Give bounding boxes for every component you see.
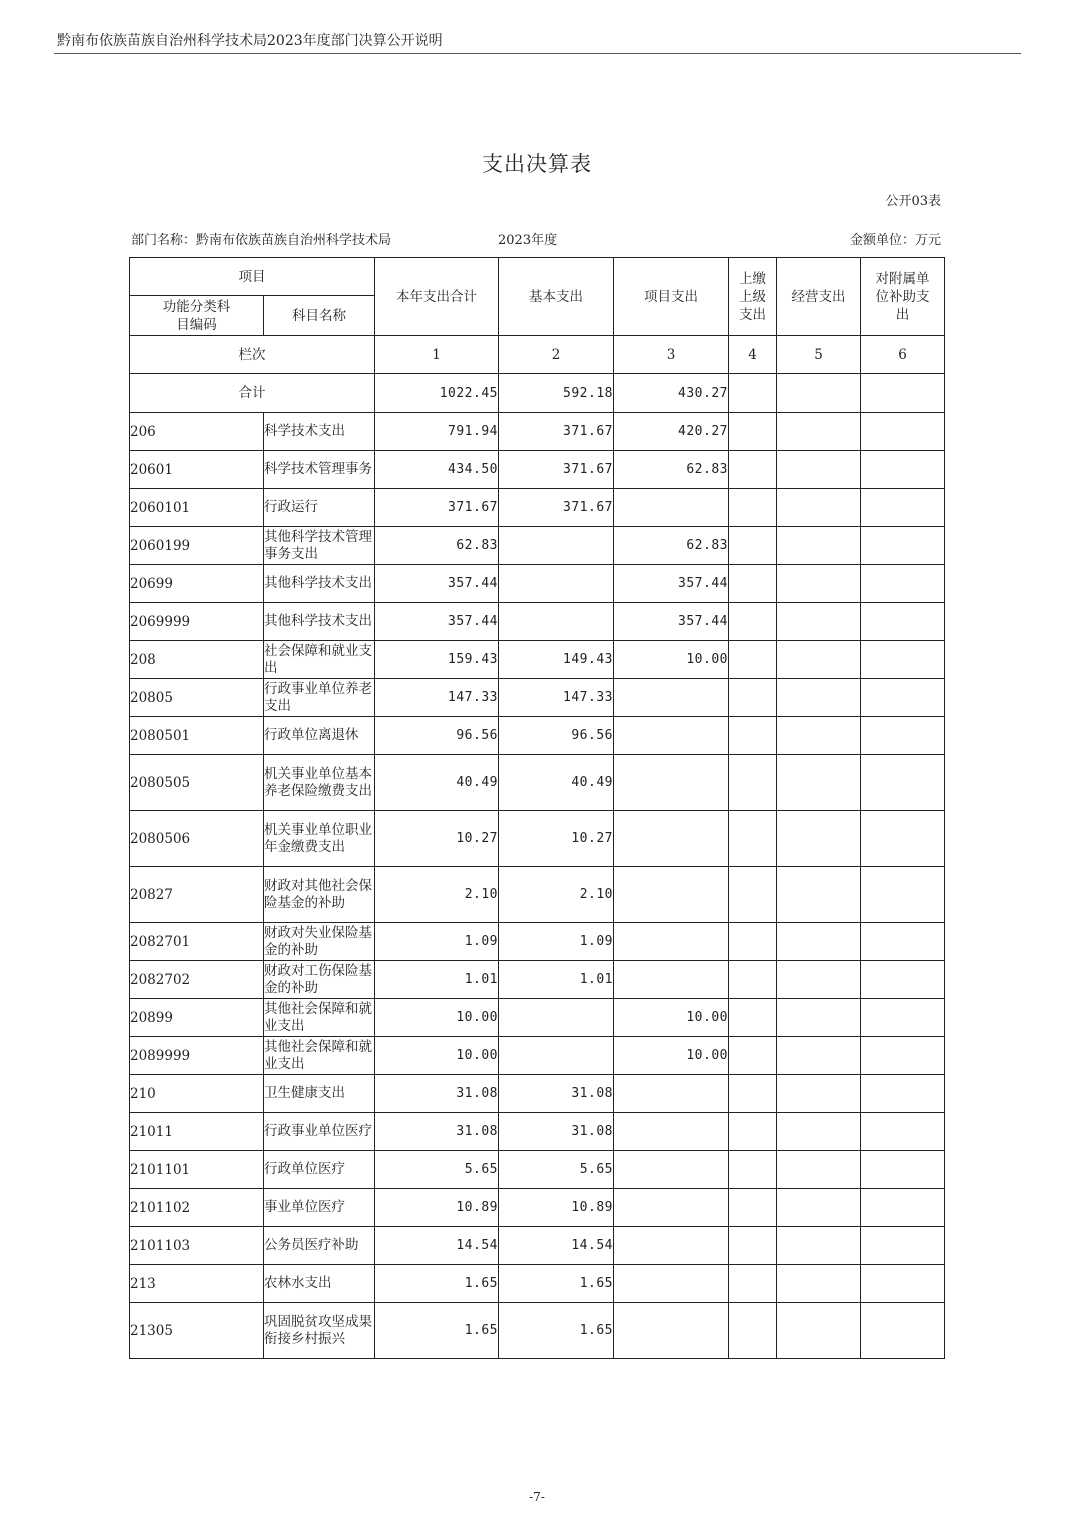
cell-code: 2080506	[130, 811, 264, 867]
cell-basic: 371.67	[499, 413, 614, 451]
fiscal-year: 2023年度	[498, 233, 558, 248]
cell-upper	[729, 1265, 777, 1303]
cell-project	[614, 717, 729, 755]
total-project: 430.27	[614, 374, 729, 413]
cell-basic: 1.09	[499, 923, 614, 961]
cell-upper	[729, 1037, 777, 1075]
cell-upper	[729, 641, 777, 679]
table-row	[130, 717, 945, 755]
cell-subsidy	[861, 413, 945, 451]
cell-basic: 5.65	[499, 1151, 614, 1189]
amount-unit: 金额单位：万元	[849, 233, 941, 248]
index-col-5: 5	[777, 336, 861, 374]
table-row	[130, 1265, 945, 1303]
header-upper: 上缴上级支出	[729, 258, 777, 336]
cell-code: 2082702	[130, 961, 264, 999]
cell-project	[614, 1227, 729, 1265]
cell-code: 2060101	[130, 489, 264, 527]
cell-name: 机关事业单位职业年金缴费支出	[264, 811, 375, 867]
cell-subsidy	[861, 1189, 945, 1227]
table-row	[130, 867, 945, 923]
cell-total: 147.33	[375, 679, 499, 717]
table-row	[130, 641, 945, 679]
cell-business	[777, 717, 861, 755]
cell-upper	[729, 1189, 777, 1227]
cell-project	[614, 489, 729, 527]
cell-basic	[499, 565, 614, 603]
cell-total: 371.67	[375, 489, 499, 527]
cell-total: 1.65	[375, 1303, 499, 1359]
cell-code: 20899	[130, 999, 264, 1037]
table-row	[130, 489, 945, 527]
cell-name: 行政单位医疗	[264, 1151, 375, 1189]
table-row	[130, 1151, 945, 1189]
cell-basic: 2.10	[499, 867, 614, 923]
cell-project: 357.44	[614, 603, 729, 641]
cell-business	[777, 923, 861, 961]
table-row	[130, 603, 945, 641]
cell-name: 财政对失业保险基金的补助	[264, 923, 375, 961]
cell-subsidy	[861, 1265, 945, 1303]
cell-code: 210	[130, 1075, 264, 1113]
table-row	[130, 565, 945, 603]
cell-business	[777, 811, 861, 867]
cell-project	[614, 923, 729, 961]
total-upper	[729, 374, 777, 413]
cell-subsidy	[861, 1075, 945, 1113]
cell-total: 10.27	[375, 811, 499, 867]
cell-code: 2101101	[130, 1151, 264, 1189]
cell-business	[777, 641, 861, 679]
cell-subsidy	[861, 679, 945, 717]
cell-project	[614, 1075, 729, 1113]
cell-name: 行政事业单位医疗	[264, 1113, 375, 1151]
cell-upper	[729, 999, 777, 1037]
cell-total: 5.65	[375, 1151, 499, 1189]
cell-business	[777, 565, 861, 603]
cell-code: 208	[130, 641, 264, 679]
cell-basic: 1.65	[499, 1265, 614, 1303]
cell-name: 其他科学技术管理事务支出	[264, 527, 375, 565]
cell-code: 2080501	[130, 717, 264, 755]
table-row	[130, 451, 945, 489]
cell-basic: 371.67	[499, 489, 614, 527]
cell-total: 31.08	[375, 1113, 499, 1151]
header-item: 项目	[130, 258, 375, 296]
cell-business	[777, 603, 861, 641]
cell-total: 31.08	[375, 1075, 499, 1113]
cell-business	[777, 755, 861, 811]
cell-subsidy	[861, 1037, 945, 1075]
cell-total: 357.44	[375, 603, 499, 641]
cell-subsidy	[861, 999, 945, 1037]
table-row	[130, 755, 945, 811]
table-row	[130, 961, 945, 999]
cell-project: 420.27	[614, 413, 729, 451]
cell-business	[777, 1113, 861, 1151]
cell-upper	[729, 867, 777, 923]
cell-total: 96.56	[375, 717, 499, 755]
cell-basic: 147.33	[499, 679, 614, 717]
index-col-2: 2	[499, 336, 614, 374]
cell-project	[614, 679, 729, 717]
cell-upper	[729, 1303, 777, 1359]
header-name: 科目名称	[264, 296, 375, 336]
cell-basic: 10.89	[499, 1189, 614, 1227]
cell-upper	[729, 565, 777, 603]
cell-total: 1.65	[375, 1265, 499, 1303]
cell-code: 21305	[130, 1303, 264, 1359]
cell-upper	[729, 489, 777, 527]
header-divider	[54, 53, 1021, 54]
cell-project	[614, 1151, 729, 1189]
table-row	[130, 1227, 945, 1265]
cell-total: 62.83	[375, 527, 499, 565]
cell-name: 财政对工伤保险基金的补助	[264, 961, 375, 999]
cell-business	[777, 1151, 861, 1189]
cell-subsidy	[861, 755, 945, 811]
table-number: 公开03表	[885, 194, 941, 209]
cell-business	[777, 413, 861, 451]
total-business	[777, 374, 861, 413]
cell-name: 其他科学技术支出	[264, 565, 375, 603]
cell-name: 事业单位医疗	[264, 1189, 375, 1227]
table-row	[130, 923, 945, 961]
cell-code: 2089999	[130, 1037, 264, 1075]
cell-basic: 31.08	[499, 1113, 614, 1151]
cell-basic: 31.08	[499, 1075, 614, 1113]
cell-total: 159.43	[375, 641, 499, 679]
cell-code: 2080505	[130, 755, 264, 811]
cell-subsidy	[861, 1151, 945, 1189]
cell-basic: 371.67	[499, 451, 614, 489]
cell-upper	[729, 679, 777, 717]
cell-code: 20805	[130, 679, 264, 717]
cell-total: 10.00	[375, 1037, 499, 1075]
cell-upper	[729, 961, 777, 999]
cell-project: 10.00	[614, 1037, 729, 1075]
cell-name: 行政事业单位养老支出	[264, 679, 375, 717]
cell-project: 62.83	[614, 527, 729, 565]
cell-business	[777, 451, 861, 489]
cell-name: 科学技术管理事务	[264, 451, 375, 489]
cell-subsidy	[861, 1227, 945, 1265]
cell-upper	[729, 1113, 777, 1151]
cell-subsidy	[861, 1113, 945, 1151]
cell-project	[614, 1189, 729, 1227]
cell-upper	[729, 923, 777, 961]
index-label: 栏次	[130, 336, 375, 374]
cell-total: 791.94	[375, 413, 499, 451]
cell-basic: 10.27	[499, 811, 614, 867]
cell-basic	[499, 527, 614, 565]
cell-subsidy	[861, 451, 945, 489]
cell-basic: 149.43	[499, 641, 614, 679]
cell-total: 14.54	[375, 1227, 499, 1265]
cell-upper	[729, 755, 777, 811]
department-label: 部门名称：黔南布依族苗族自治州科学技术局	[131, 233, 392, 248]
cell-name: 机关事业单位基本养老保险缴费支出	[264, 755, 375, 811]
cell-basic: 14.54	[499, 1227, 614, 1265]
cell-business	[777, 999, 861, 1037]
cell-code: 20601	[130, 451, 264, 489]
table-row	[130, 679, 945, 717]
cell-subsidy	[861, 489, 945, 527]
cell-name: 行政单位离退休	[264, 717, 375, 755]
cell-project	[614, 755, 729, 811]
cell-subsidy	[861, 1303, 945, 1359]
cell-code: 20827	[130, 867, 264, 923]
cell-project: 10.00	[614, 999, 729, 1037]
index-col-3: 3	[614, 336, 729, 374]
table-row	[130, 413, 945, 451]
cell-basic: 1.01	[499, 961, 614, 999]
cell-name: 农林水支出	[264, 1265, 375, 1303]
cell-business	[777, 527, 861, 565]
cell-subsidy	[861, 565, 945, 603]
cell-total: 1.01	[375, 961, 499, 999]
cell-name: 巩固脱贫攻坚成果衔接乡村振兴	[264, 1303, 375, 1359]
cell-project: 10.00	[614, 641, 729, 679]
cell-total: 2.10	[375, 867, 499, 923]
page-title: 支出决算表	[482, 152, 592, 176]
cell-project: 357.44	[614, 565, 729, 603]
cell-project	[614, 811, 729, 867]
table-row	[130, 527, 945, 565]
cell-upper	[729, 1151, 777, 1189]
total-sum: 1022.45	[375, 374, 499, 413]
cell-upper	[729, 451, 777, 489]
cell-total: 10.00	[375, 999, 499, 1037]
cell-upper	[729, 603, 777, 641]
cell-code: 20699	[130, 565, 264, 603]
total-label: 合计	[130, 374, 375, 413]
cell-project: 62.83	[614, 451, 729, 489]
cell-upper	[729, 717, 777, 755]
cell-name: 财政对其他社会保险基金的补助	[264, 867, 375, 923]
cell-code: 206	[130, 413, 264, 451]
cell-business	[777, 489, 861, 527]
table-row	[130, 1189, 945, 1227]
cell-upper	[729, 811, 777, 867]
cell-name: 公务员医疗补助	[264, 1227, 375, 1265]
cell-upper	[729, 413, 777, 451]
cell-subsidy	[861, 717, 945, 755]
cell-business	[777, 679, 861, 717]
cell-business	[777, 867, 861, 923]
header-project: 项目支出	[614, 258, 729, 336]
cell-project	[614, 1113, 729, 1151]
cell-basic	[499, 999, 614, 1037]
cell-total: 434.50	[375, 451, 499, 489]
cell-basic	[499, 1037, 614, 1075]
page-number: -7-	[529, 1490, 545, 1504]
cell-business	[777, 1189, 861, 1227]
expenditure-table	[129, 257, 945, 1359]
cell-subsidy	[861, 641, 945, 679]
running-header: 黔南布依族苗族自治州科学技术局2023年度部门决算公开说明	[57, 33, 443, 49]
table-row	[130, 1113, 945, 1151]
table-row	[130, 999, 945, 1037]
cell-project	[614, 1265, 729, 1303]
header-code: 功能分类科目编码	[130, 296, 264, 336]
cell-project	[614, 867, 729, 923]
cell-code: 21011	[130, 1113, 264, 1151]
cell-subsidy	[861, 961, 945, 999]
cell-basic	[499, 603, 614, 641]
cell-upper	[729, 527, 777, 565]
cell-name: 其他社会保障和就业支出	[264, 999, 375, 1037]
cell-code: 2060199	[130, 527, 264, 565]
cell-basic: 1.65	[499, 1303, 614, 1359]
total-subsidy	[861, 374, 945, 413]
cell-business	[777, 1227, 861, 1265]
cell-business	[777, 1075, 861, 1113]
cell-project	[614, 1303, 729, 1359]
cell-upper	[729, 1075, 777, 1113]
cell-code: 213	[130, 1265, 264, 1303]
cell-name: 其他社会保障和就业支出	[264, 1037, 375, 1075]
header-total: 本年支出合计	[375, 258, 499, 336]
cell-name: 卫生健康支出	[264, 1075, 375, 1113]
table-row	[130, 1037, 945, 1075]
total-basic: 592.18	[499, 374, 614, 413]
cell-total: 40.49	[375, 755, 499, 811]
cell-subsidy	[861, 867, 945, 923]
table-row	[130, 1075, 945, 1113]
cell-subsidy	[861, 811, 945, 867]
cell-subsidy	[861, 603, 945, 641]
cell-name: 科学技术支出	[264, 413, 375, 451]
cell-basic: 96.56	[499, 717, 614, 755]
cell-upper	[729, 1227, 777, 1265]
cell-total: 10.89	[375, 1189, 499, 1227]
header-subsidy: 对附属单位补助支出	[861, 258, 945, 336]
table-row	[130, 1303, 945, 1359]
cell-name: 行政运行	[264, 489, 375, 527]
cell-business	[777, 1303, 861, 1359]
cell-project	[614, 961, 729, 999]
cell-code: 2101103	[130, 1227, 264, 1265]
cell-subsidy	[861, 923, 945, 961]
cell-basic: 40.49	[499, 755, 614, 811]
header-business: 经营支出	[777, 258, 861, 336]
header-basic: 基本支出	[499, 258, 614, 336]
index-col-4: 4	[729, 336, 777, 374]
cell-business	[777, 1265, 861, 1303]
cell-name: 其他科学技术支出	[264, 603, 375, 641]
cell-total: 357.44	[375, 565, 499, 603]
cell-total: 1.09	[375, 923, 499, 961]
index-col-1: 1	[375, 336, 499, 374]
table-row	[130, 811, 945, 867]
cell-subsidy	[861, 527, 945, 565]
cell-code: 2069999	[130, 603, 264, 641]
cell-business	[777, 961, 861, 999]
cell-code: 2101102	[130, 1189, 264, 1227]
cell-name: 社会保障和就业支出	[264, 641, 375, 679]
cell-business	[777, 1037, 861, 1075]
index-col-6: 6	[861, 336, 945, 374]
cell-code: 2082701	[130, 923, 264, 961]
